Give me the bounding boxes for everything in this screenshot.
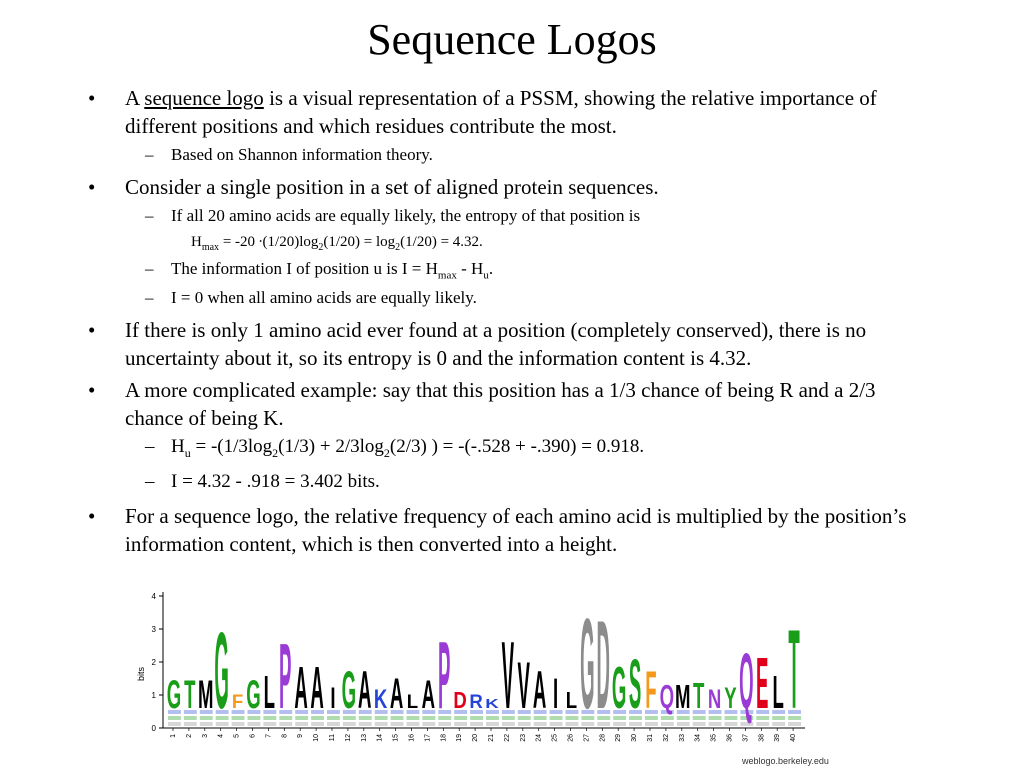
info-sub2: u <box>483 269 489 282</box>
hmax-rest1: = -20 <box>219 234 259 250</box>
logo-minor-residue <box>645 722 658 726</box>
logo-position-label: 14 <box>376 734 384 742</box>
logo-letter-F: F <box>231 691 244 714</box>
logo-minor-residue <box>470 722 483 726</box>
logo-position-label: 37 <box>742 734 750 742</box>
logo-position-label: 18 <box>440 734 448 742</box>
logo-position-label: 29 <box>615 734 623 742</box>
logo-letter-D: D <box>453 688 467 714</box>
logo-letter-G: G <box>611 655 627 722</box>
info-sub1: max <box>437 269 457 282</box>
logo-letter-G: G <box>246 672 261 717</box>
logo-position-label: 1 <box>170 734 177 738</box>
logo-position-label: 8 <box>281 734 289 738</box>
logo-letter-N: N <box>707 683 722 714</box>
hu-sub: u <box>184 445 191 460</box>
logo-minor-residue <box>550 722 563 726</box>
logo-minor-residue <box>661 716 674 720</box>
hmax-two2: 2 <box>395 242 401 253</box>
logo-position-label: 40 <box>790 734 798 742</box>
logo-y-tick-label: 4 <box>151 592 156 601</box>
logo-minor-residue <box>391 722 404 726</box>
logo-minor-residue <box>454 716 467 720</box>
logo-letter-P: P <box>438 621 451 729</box>
hmax-dot: ∙ <box>258 234 263 250</box>
logo-letter-G: G <box>166 672 182 717</box>
sub-mark: – <box>145 288 154 307</box>
logo-position-label: 7 <box>265 734 273 738</box>
logo-letter-F: F <box>645 661 657 721</box>
logo-letters <box>167 593 801 736</box>
logo-letter-A: A <box>310 655 324 722</box>
logo-minor-residue <box>375 716 388 720</box>
logo-minor-residue <box>248 722 261 726</box>
bullet-3 <box>88 316 948 372</box>
bullet-2 <box>88 173 948 201</box>
bullet-1 <box>88 84 948 140</box>
logo-position-label: 16 <box>408 734 416 742</box>
logo-letter-T: T <box>788 607 800 734</box>
logo-minor-residue <box>232 722 245 726</box>
logo-position-label: 9 <box>297 734 305 738</box>
logo-position-label: 13 <box>360 734 368 742</box>
logo-letter-S: S <box>628 645 642 724</box>
logo-letter-D: D <box>596 594 610 735</box>
bullet-mark: • <box>88 504 96 528</box>
logo-letter-G: G <box>341 661 357 721</box>
logo-minor-residue <box>613 722 626 726</box>
logo-letter-T: T <box>184 672 196 717</box>
slide-title: Sequence Logos <box>367 15 657 64</box>
sequence-logo <box>135 578 825 748</box>
logo-letter-I: I <box>552 670 559 719</box>
bullet-2-text: Consider a single position in a set of aligned protein sequences. <box>125 175 659 199</box>
hmax-two: 2 <box>318 242 324 253</box>
logo-letter-I: I <box>330 682 336 716</box>
logo-credit: weblogo.berkeley.edu <box>742 756 829 766</box>
logo-letter-M: M <box>198 672 214 717</box>
logo-letter-L: L <box>406 691 419 714</box>
logo-minor-residue <box>566 716 579 720</box>
bullet-1-pre: A <box>125 86 145 110</box>
logo-minor-residue <box>375 722 388 726</box>
logo-minor-residue <box>486 722 499 726</box>
sub-mark: – <box>145 436 155 457</box>
logo-minor-residue <box>232 716 245 720</box>
logo-minor-residue <box>407 716 420 720</box>
logo-minor-residue <box>772 722 785 726</box>
logo-minor-residue <box>311 722 324 726</box>
logo-position-label: 32 <box>662 734 670 742</box>
bullet-3-text: If there is only 1 amino acid ever found at a position (completely conserved), there is no uncertainty about it, so its entropy is 0 and the information content is 4.32. <box>125 318 867 370</box>
logo-position-label: 33 <box>678 734 686 742</box>
logo-y-tick-label: 0 <box>151 724 156 733</box>
logo-position-label: 15 <box>392 734 400 742</box>
logo-minor-residue <box>407 722 420 726</box>
logo-letter-G: G <box>580 593 595 736</box>
logo-position-label: 20 <box>472 734 480 742</box>
sub-mark: – <box>145 471 155 492</box>
logo-letter-T: T <box>692 676 705 717</box>
logo-letter-Y: Y <box>724 682 737 716</box>
logo-minor-residue <box>263 722 276 726</box>
logo-position-label: 38 <box>758 734 766 742</box>
bullet-2-sub-1-text: If all 20 amino acids are equally likely, the entropy of that position is <box>171 206 641 225</box>
logo-letter-V: V <box>501 621 515 729</box>
sub-mark: – <box>145 206 154 225</box>
logo-letter-R: R <box>469 691 483 714</box>
sequence-logo-link[interactable]: sequence logo <box>144 86 264 110</box>
logo-position-label: 27 <box>583 734 591 742</box>
bullet-2-sub-3-text: I = 0 when all amino acids are equally likely. <box>171 288 477 307</box>
logo-letter-Q: Q <box>739 637 754 726</box>
logo-letter-M: M <box>675 678 691 716</box>
logo-letter-P: P <box>279 626 292 729</box>
bullet-mark: • <box>88 318 96 342</box>
logo-minor-residue <box>200 722 213 726</box>
logo-position-label: 5 <box>233 734 241 738</box>
bullet-1-post: is a visual representation of a PSSM, showing the relative importance of different positions and which residues contribute the most. <box>125 86 877 138</box>
logo-position-label: 11 <box>329 734 336 742</box>
bullet-2-sub-2-text <box>171 258 493 286</box>
hmax-sub: max <box>201 242 220 253</box>
logo-position-label: 10 <box>313 734 321 742</box>
logo-letter-A: A <box>532 661 547 721</box>
logo-position-label: 26 <box>567 734 575 742</box>
sub-mark: – <box>145 145 154 164</box>
logo-minor-residue <box>168 722 181 726</box>
logo-letter-Q: Q <box>659 678 675 716</box>
logo-y-tick-label: 3 <box>151 625 156 634</box>
logo-letter-L: L <box>565 688 578 714</box>
hu-two2: 2 <box>383 445 390 460</box>
logo-position-label: 31 <box>647 734 654 742</box>
logo-y-tick-label: 1 <box>151 691 156 700</box>
logo-position-label: 24 <box>535 734 543 742</box>
logo-letter-G: G <box>214 609 229 732</box>
bullet-4-sub-1-text <box>171 435 644 465</box>
logo-minor-residue <box>184 722 197 726</box>
logo-minor-residue <box>454 722 467 726</box>
bullet-mark: • <box>88 86 96 110</box>
logo-minor-residue <box>295 722 308 726</box>
logo-letter-A: A <box>294 655 308 722</box>
logo-position-label: 34 <box>694 734 702 742</box>
logo-minor-residue <box>359 722 372 726</box>
logo-minor-residue <box>343 722 356 726</box>
logo-position-label: 30 <box>631 734 639 742</box>
hmax-rest4: (1/20) = 4.32. <box>400 234 483 250</box>
logo-minor-residue <box>725 722 738 726</box>
hmax-h: H <box>191 234 202 250</box>
logo-position-label: 12 <box>344 734 352 742</box>
logo-position-label: 2 <box>185 734 193 738</box>
logo-minor-residue <box>470 716 483 720</box>
logo-letter-K: K <box>485 696 499 712</box>
hu-p2: (1/3) + 2/3log <box>278 436 384 457</box>
logo-position-label: 19 <box>456 734 464 742</box>
logo-position-label: 25 <box>551 734 559 742</box>
hu-p1: = -(1/3log <box>190 436 273 457</box>
logo-minor-residue <box>422 722 435 726</box>
bullet-mark: • <box>88 175 96 199</box>
bullet-5 <box>88 502 948 558</box>
hmax-formula <box>191 232 483 258</box>
logo-minor-residue <box>327 722 340 726</box>
hu-p3: (2/3) ) = -(-.528 + -.390) = 0.918. <box>389 436 645 457</box>
logo-position-label: 4 <box>217 734 225 738</box>
logo-letter-A: A <box>421 672 436 717</box>
logo-letter-E: E <box>756 643 769 725</box>
logo-letter-L: L <box>772 667 784 719</box>
logo-position-label: 6 <box>249 734 257 738</box>
logo-position-label: 21 <box>488 734 495 742</box>
info-post: . <box>488 259 494 278</box>
hu-h: H <box>171 436 185 457</box>
logo-position-label: 35 <box>710 734 718 742</box>
logo-y-tick-label: 2 <box>151 658 156 667</box>
logo-y-label: bits <box>136 666 146 682</box>
logo-minor-residue <box>661 722 674 726</box>
bullet-4-sub-2-text: I = 4.32 - .918 = 3.402 bits. <box>171 471 380 492</box>
logo-letter-A: A <box>389 670 404 719</box>
bullet-1-sub-1-text: Based on Shannon information theory. <box>171 145 433 164</box>
bullet-4-text: A more complicated example: say that this position has a 1/3 chance of being R and a 2/3 chance of being K. <box>125 378 876 430</box>
logo-position-label: 36 <box>726 734 734 742</box>
bullet-4 <box>88 376 948 432</box>
logo-minor-residue <box>709 722 722 726</box>
logo-position-label: 22 <box>503 734 511 742</box>
logo-letter-A: A <box>358 661 372 721</box>
bullet-5-text: For a sequence logo, the relative frequency of each amino acid is multiplied by the position’s information content, which is then converted into a height. <box>125 504 907 556</box>
logo-minor-residue <box>677 716 690 720</box>
logo-position-label: 23 <box>519 734 527 742</box>
logo-position-label: 39 <box>774 734 782 742</box>
sub-mark: – <box>145 259 154 278</box>
info-pre: The information I of position u is I = H <box>171 259 438 278</box>
logo-position-label: 17 <box>424 734 432 742</box>
bullet-1-text <box>125 84 945 140</box>
logo-letter-L: L <box>263 667 276 719</box>
logo-minor-residue <box>677 722 690 726</box>
logo-position-label: 28 <box>599 734 607 742</box>
logo-minor-residue <box>725 716 738 720</box>
logo-position-label: 3 <box>201 734 209 738</box>
logo-minor-residue <box>327 716 340 720</box>
logo-minor-residue <box>566 722 579 726</box>
logo-letter-K: K <box>373 683 388 714</box>
logo-minor-residue <box>709 716 722 720</box>
hmax-rest3: (1/20) = log <box>323 234 396 250</box>
info-mid: - H <box>456 259 484 278</box>
logo-minor-residue <box>693 722 706 726</box>
bullet-mark: • <box>88 378 96 402</box>
logo-minor-residue <box>534 722 547 726</box>
hu-two: 2 <box>272 445 279 460</box>
logo-letter-V: V <box>517 649 530 723</box>
logo-minor-residue <box>486 716 499 720</box>
hmax-rest2: (1/20)log <box>262 234 319 250</box>
